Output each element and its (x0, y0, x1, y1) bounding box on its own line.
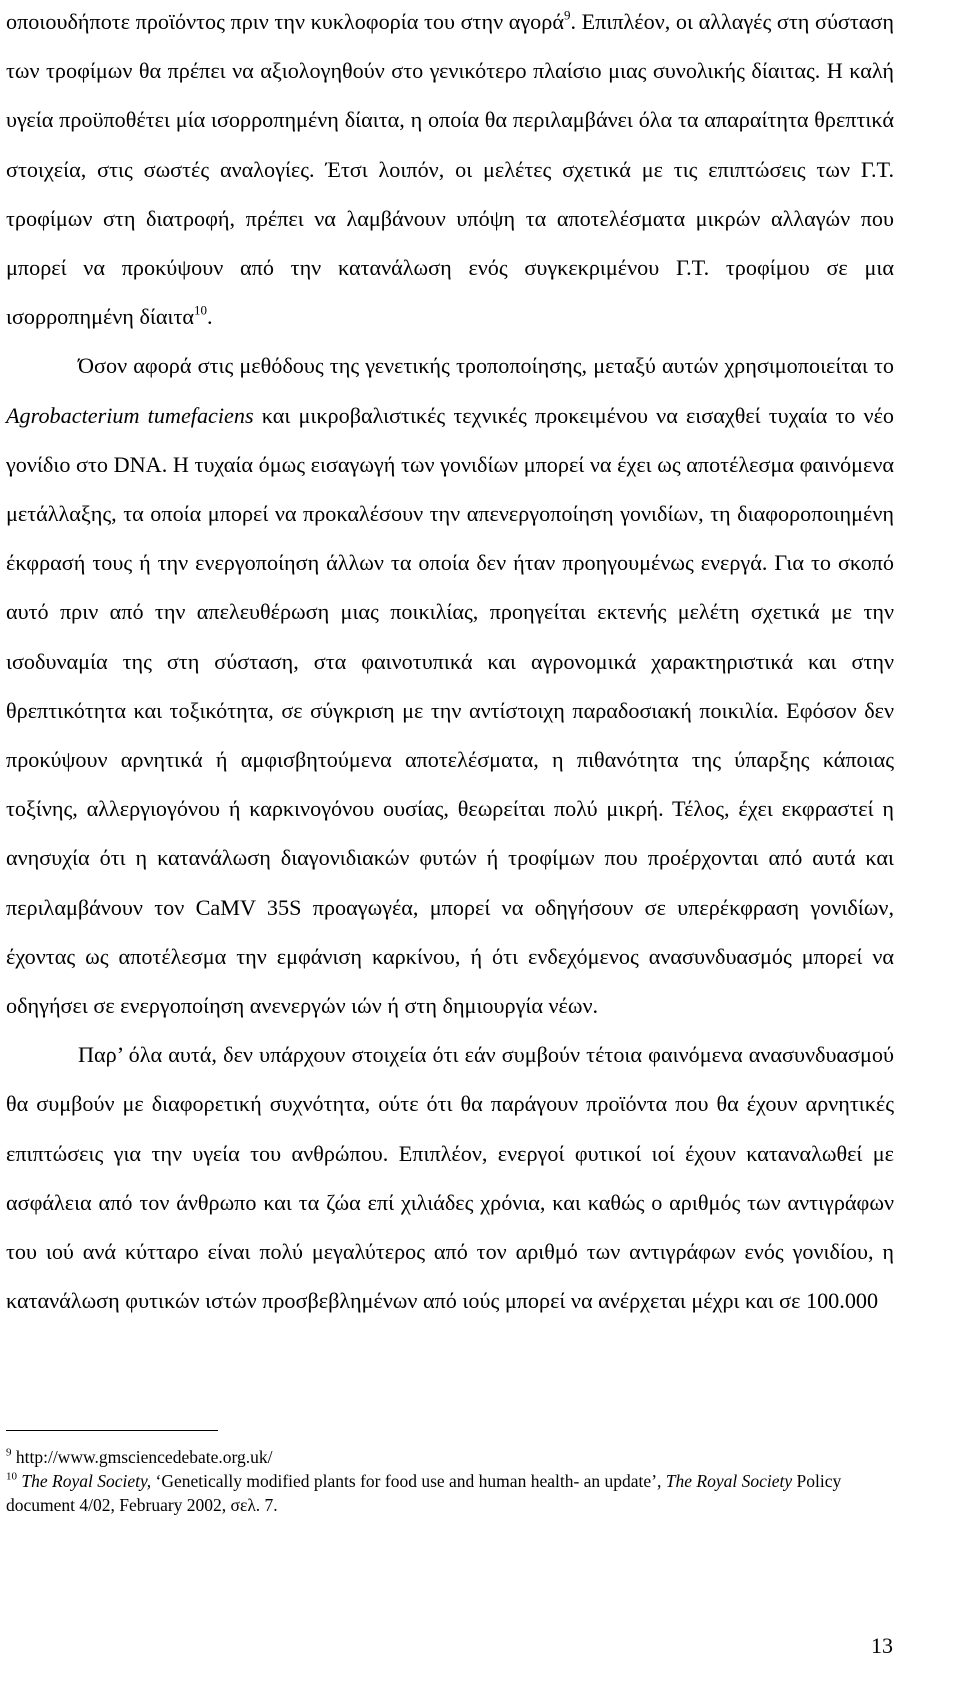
footnotes (6, 1445, 894, 1517)
footnote-9-link[interactable]: http://www.gmsciencedebate.org.uk/ (11, 1447, 273, 1467)
paragraph-1-text-b: . Επιπλέον, οι αλλαγές στη σύσταση των τροφίμων θα πρέπει να αξιολογηθούν στο γενικότερο πλαίσιο μιας συνολικής δίαιτας. Η καλή υγεία προϋποθέτει μία ισορροπημένη δίαιτα, η οποία θα περιλαμβάνει όλα τα απαραίτητα θρεπτικά στοιχεία, στις σωστές αναλογίες. Έτσι λοιπόν, οι μελέτες σχετικά με τις επιπτώσεις των Γ.Τ. τροφίμων στη διατροφή, πρέπει να λαμβάνουν υπόψη τα αποτελέσματα μικρών αλλαγών που μπορεί να προκύψουν από την κατανάλωση ενός συγκεκριμένου Γ.Τ. τροφίμου σε μια ισορροπημένη δίαιτα (6, 9, 894, 330)
paragraph-1-text-c: . (207, 304, 213, 330)
footnote-10-author: The Royal Society, (21, 1471, 152, 1491)
paragraph-2-text-b: και μικροβαλιστικές τεχνικές προκειμένου να εισαχθεί τυχαία το νέο γονίδιο στο DNA. Η τυχαία όμως εισαγωγή των γονιδίων μπορεί να έχει ως αποτέλεσμα φαινόμενα μετάλλαξης, τα οποία μπορεί να προκαλέσουν την απενεργοποίηση γονιδίων, τη διαφοροποιημένη έκφρασή τους ή την ενεργοποίηση άλλων τα οποία δεν ήταν προηγουμένως ενεργά. Για το σκοπό αυτό πριν από την απελευθέρωση μιας ποικιλίας, προηγείται εκτενής μελέτη σχετικά με την ισοδυναμία της στη σύσταση, στα φαινοτυπικά και αγρονομικά χαρακτηριστικά και στην θρεπτικότητα και τοξικότητα, σε σύγκριση με την αντίστοιχη παραδοσιακή ποικιλία. Εφόσον δεν προκύψουν αρνητικά ή αμφισβητούμενα αποτελέσματα, η πιθανότητα της ύπαρξης κάποιας τοξίνης, αλλεργιογόνου ή καρκινογόνου ουσίας, θεωρείται πολύ μικρή. Τέλος, έχει εκφραστεί η ανησυχία ότι η κατανάλωση διαγονιδιακών φυτών ή τροφίμων που προέρχονται από αυτά και περιλαμβάνουν τον CaMV 35S προαγωγέα, μπορεί να οδηγήσουν σε υπερέκφραση γονιδίων, έχοντας ως αποτέλεσμα την εμφάνιση καρκίνου, ή ότι ενδεχόμενος ανασυνδυασμός μπορεί να οδηγήσει σε ενεργοποίηση ανενεργών ιών ή στη δημιουργία νέων. (6, 402, 894, 1019)
species-name: Agrobacterium tumefaciens (6, 402, 254, 428)
footnote-ref-9[interactable]: 9 (563, 7, 571, 23)
footnote-marker-10: 10 (6, 1470, 17, 1483)
paragraph-1 (6, 0, 894, 341)
footnote-marker-9: 9 (6, 1446, 12, 1459)
paragraph-1-text-a: οποιουδήποτε προϊόντος πριν την κυκλοφορία του στην αγορά (6, 9, 564, 34)
footnote-ref-10[interactable]: 10 (194, 302, 208, 318)
paragraph-3 (6, 1030, 894, 1325)
body-text (6, 0, 894, 1325)
footnote-10-publisher: The Royal Society (665, 1471, 793, 1491)
footnote-separator (6, 1430, 218, 1431)
page-number: 13 (871, 1633, 893, 1658)
paragraph-2-text-a: Όσον αφορά στις μεθόδους της γενετικής τροποποίησης, μεταξύ αυτών χρησιμοποιείται το (78, 353, 894, 379)
footnote-10-rest: Policy document 4/02, February 2002, σελ. 7. (6, 1471, 842, 1515)
footnote-9 (6, 1445, 894, 1469)
paragraph-2 (6, 341, 894, 1030)
footnote-10 (6, 1469, 894, 1517)
paragraph-3-text: Παρ’ όλα αυτά, δεν υπάρχουν στοιχεία ότι εάν συμβούν τέτοια φαινόμενα ανασυνδυασμού θα συμβούν με διαφορετική συχνότητα, ούτε ότι θα παράγουν προϊόντα που θα έχουν αρνητικές επιπτώσεις για την υγεία του ανθρώπου. Επιπλέον, ενεργοί φυτικοί ιοί έχουν καταναλωθεί με ασφάλεια από τον άνθρωπο και τα ζώα επί χιλιάδες χρόνια, και καθώς ο αριθμός των αντιγράφων του ιού ανά κύτταρο είναι πολύ μεγαλύτερος από τον αριθμό των αντιγράφων ενός γονιδίου, η κατανάλωση φυτικών ιστών προσβεβλημένων από ιούς μπορεί να ανέρχεται μέχρι και σε 100.000 (6, 1042, 894, 1314)
footnote-10-title: ‘Genetically modified plants for food use and human health- an update’, (151, 1471, 666, 1491)
